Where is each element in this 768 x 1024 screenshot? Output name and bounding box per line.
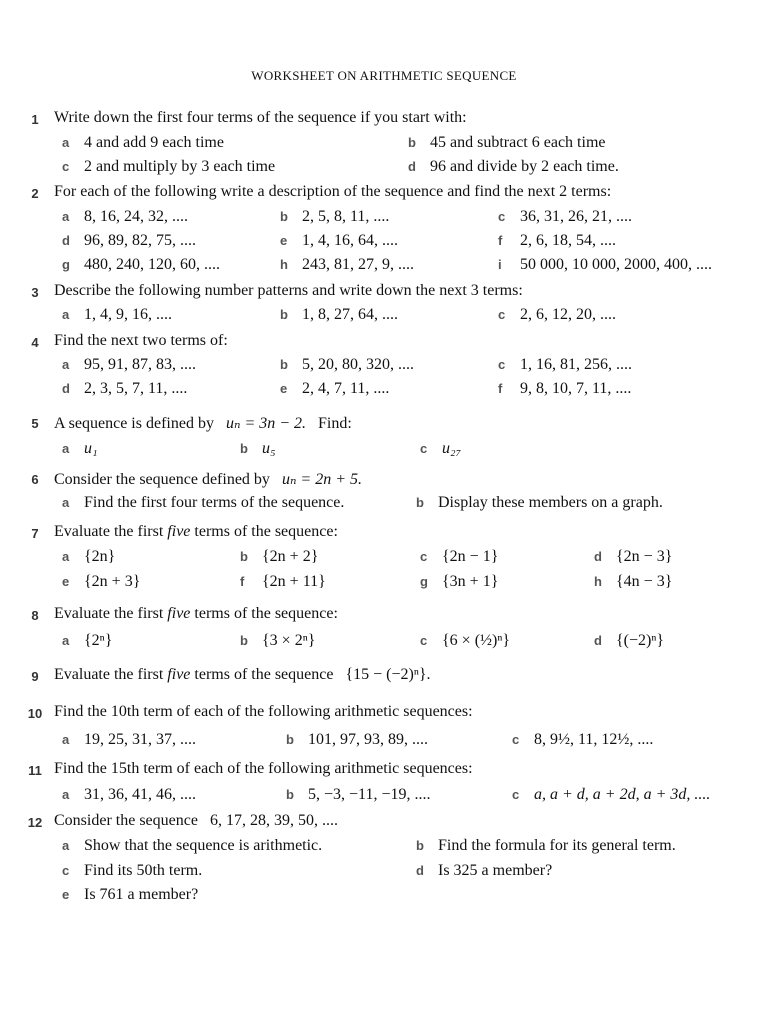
part-b: b Find the formula for its general term. [416,837,676,854]
question-7-row-1 [0,548,768,572]
question-10-row-1 [0,731,768,755]
part-i: i 50 000, 10 000, 2000, 400, .... [498,256,712,273]
part-c: c 1, 16, 81, 256, .... [498,356,632,373]
part-h: h 243, 81, 27, 9, .... [280,256,414,273]
part-f: f 2, 6, 18, 54, .... [498,232,616,249]
question-number: 1 [31,112,39,127]
part-a: a {2n} [62,548,116,565]
part-e: e {2n + 3} [62,573,141,590]
part-a: a Show that the sequence is arithmetic. [62,837,323,854]
part-b: b Display these members on a graph. [416,494,663,511]
part-b: b u₅ [240,440,276,457]
part-b: b 1, 8, 27, 64, .... [280,306,398,323]
part-a: a 95, 91, 87, 83, .... [62,356,196,373]
question-2-row-2 [0,232,768,256]
part-c: c Find its 50th term. [62,862,203,879]
part-c: c {6 × (½)ⁿ} [420,632,511,649]
part-c: c {2n − 1} [420,548,499,565]
part-c: c a, a + d, a + 2d, a + 3d, .... [512,786,711,803]
part-d: d Is 325 a member? [416,862,553,879]
question-text: Evaluate the first five terms of the sequence: [54,523,338,540]
question-text: A sequence is defined by uₙ = 3n − 2. Find: [54,415,352,432]
question-text: Evaluate the first five terms of the sequence: [54,605,338,622]
question-number: 11 [28,763,42,778]
part-d: d {2n − 3} [594,548,673,565]
question-11-row-1 [0,786,768,810]
part-d: d 96, 89, 82, 75, .... [62,232,196,249]
question-text: Write down the first four terms of the sequence if you start with: [54,109,467,126]
question-9 [0,666,768,690]
question-text: Describe the following number patterns and write down the next 3 terms: [54,282,523,299]
worksheet-title: WORKSHEET ON ARITHMETIC SEQUENCE [251,68,517,83]
question-4-row-1 [0,356,768,380]
part-c: c 2 and multiply by 3 each time [62,158,276,175]
formula: {15 − (−2)ⁿ}. [345,666,431,683]
question-text: For each of the following write a description of the sequence and find the next 2 terms: [54,183,612,200]
part-h: h {4n − 3} [594,573,673,590]
part-b: b 101, 97, 93, 89, .... [286,731,428,748]
part-c: c 2, 6, 12, 20, .... [498,306,616,323]
part-b: b 2, 5, 8, 11, .... [280,208,390,225]
part-c: c 8, 9½, 11, 12½, .... [512,731,654,748]
question-4 [0,332,768,356]
question-text: Evaluate the first five terms of the sequence {15 − (−2)ⁿ}. [54,666,431,683]
question-text: Find the next two terms of: [54,332,228,349]
part-a: a {2ⁿ} [62,632,113,649]
question-7 [0,523,768,547]
question-number: 5 [31,416,39,431]
question-6 [0,469,768,493]
question-5 [0,413,768,437]
part-g: g {3n + 1} [420,573,499,590]
part-d: d 2, 3, 5, 7, 11, .... [62,380,188,397]
part-f: f {2n + 11} [240,573,326,590]
question-12-row-2 [0,862,768,886]
question-number: 9 [31,669,39,684]
question-text: Consider the sequence 6, 17, 28, 39, 50, .... [54,812,338,829]
question-1 [0,109,768,133]
formula: 6, 17, 28, 39, 50, .... [209,812,338,829]
question-number: 8 [31,608,39,623]
question-text: Find the 15th term of each of the following arithmetic sequences: [54,760,473,777]
question-8 [0,605,768,629]
question-number: 4 [31,335,39,350]
part-e: e 1, 4, 16, 64, .... [280,232,398,249]
question-number: 12 [27,815,43,830]
question-8-row-1 [0,632,768,656]
part-d: d 96 and divide by 2 each time. [408,158,619,175]
part-b: b 5, 20, 80, 320, .... [280,356,414,373]
part-e: e Is 761 a member? [62,886,199,903]
part-g: g 480, 240, 120, 60, .... [62,256,220,273]
formula: uₙ = 3n − 2. [225,415,307,432]
question-5-row-1 [0,440,768,464]
part-c: c 36, 31, 26, 21, .... [498,208,632,225]
part-a: a 4 and add 9 each time [62,134,224,151]
part-b: b 45 and subtract 6 each time [408,134,606,151]
part-a: a u₁ [62,440,98,457]
part-b: b 5, −3, −11, −19, .... [286,786,431,803]
part-a: a Find the first four terms of the sequence. [62,494,345,511]
part-f: f 9, 8, 10, 7, 11, .... [498,380,632,397]
question-3 [0,282,768,306]
part-a: a 8, 16, 24, 32, .... [62,208,188,225]
question-number: 6 [31,472,39,487]
question-1-row-2 [0,158,768,182]
part-a: a 19, 25, 31, 37, .... [62,731,196,748]
part-a: a 31, 36, 41, 46, .... [62,786,196,803]
question-number: 10 [27,706,43,721]
question-2 [0,183,768,207]
question-number: 2 [31,186,39,201]
part-b: b {2n + 2} [240,548,319,565]
formula: uₙ = 2n + 5. [281,471,363,488]
question-7-row-2 [0,573,768,597]
question-12-row-3 [0,886,768,910]
question-10 [0,703,768,727]
question-text: Find the 10th term of each of the following arithmetic sequences: [54,703,473,720]
question-11 [0,760,768,784]
question-6-row-1 [0,494,768,518]
question-12 [0,812,768,836]
question-number: 3 [31,285,39,300]
part-b: b {3 × 2ⁿ} [240,632,316,649]
part-c: c u₂₇ [420,440,462,457]
question-3-row-1 [0,306,768,330]
question-12-row-1 [0,837,768,861]
question-number: 7 [31,526,39,541]
question-2-row-1 [0,208,768,232]
part-e: e 2, 4, 7, 11, .... [280,380,390,397]
question-4-row-2 [0,380,768,404]
question-2-row-3 [0,256,768,280]
part-a: a 1, 4, 9, 16, .... [62,306,172,323]
question-text: Consider the sequence defined by uₙ = 2n + 5. [54,471,363,488]
part-d: d {(−2)ⁿ} [594,632,665,649]
question-1-row-1 [0,134,768,158]
